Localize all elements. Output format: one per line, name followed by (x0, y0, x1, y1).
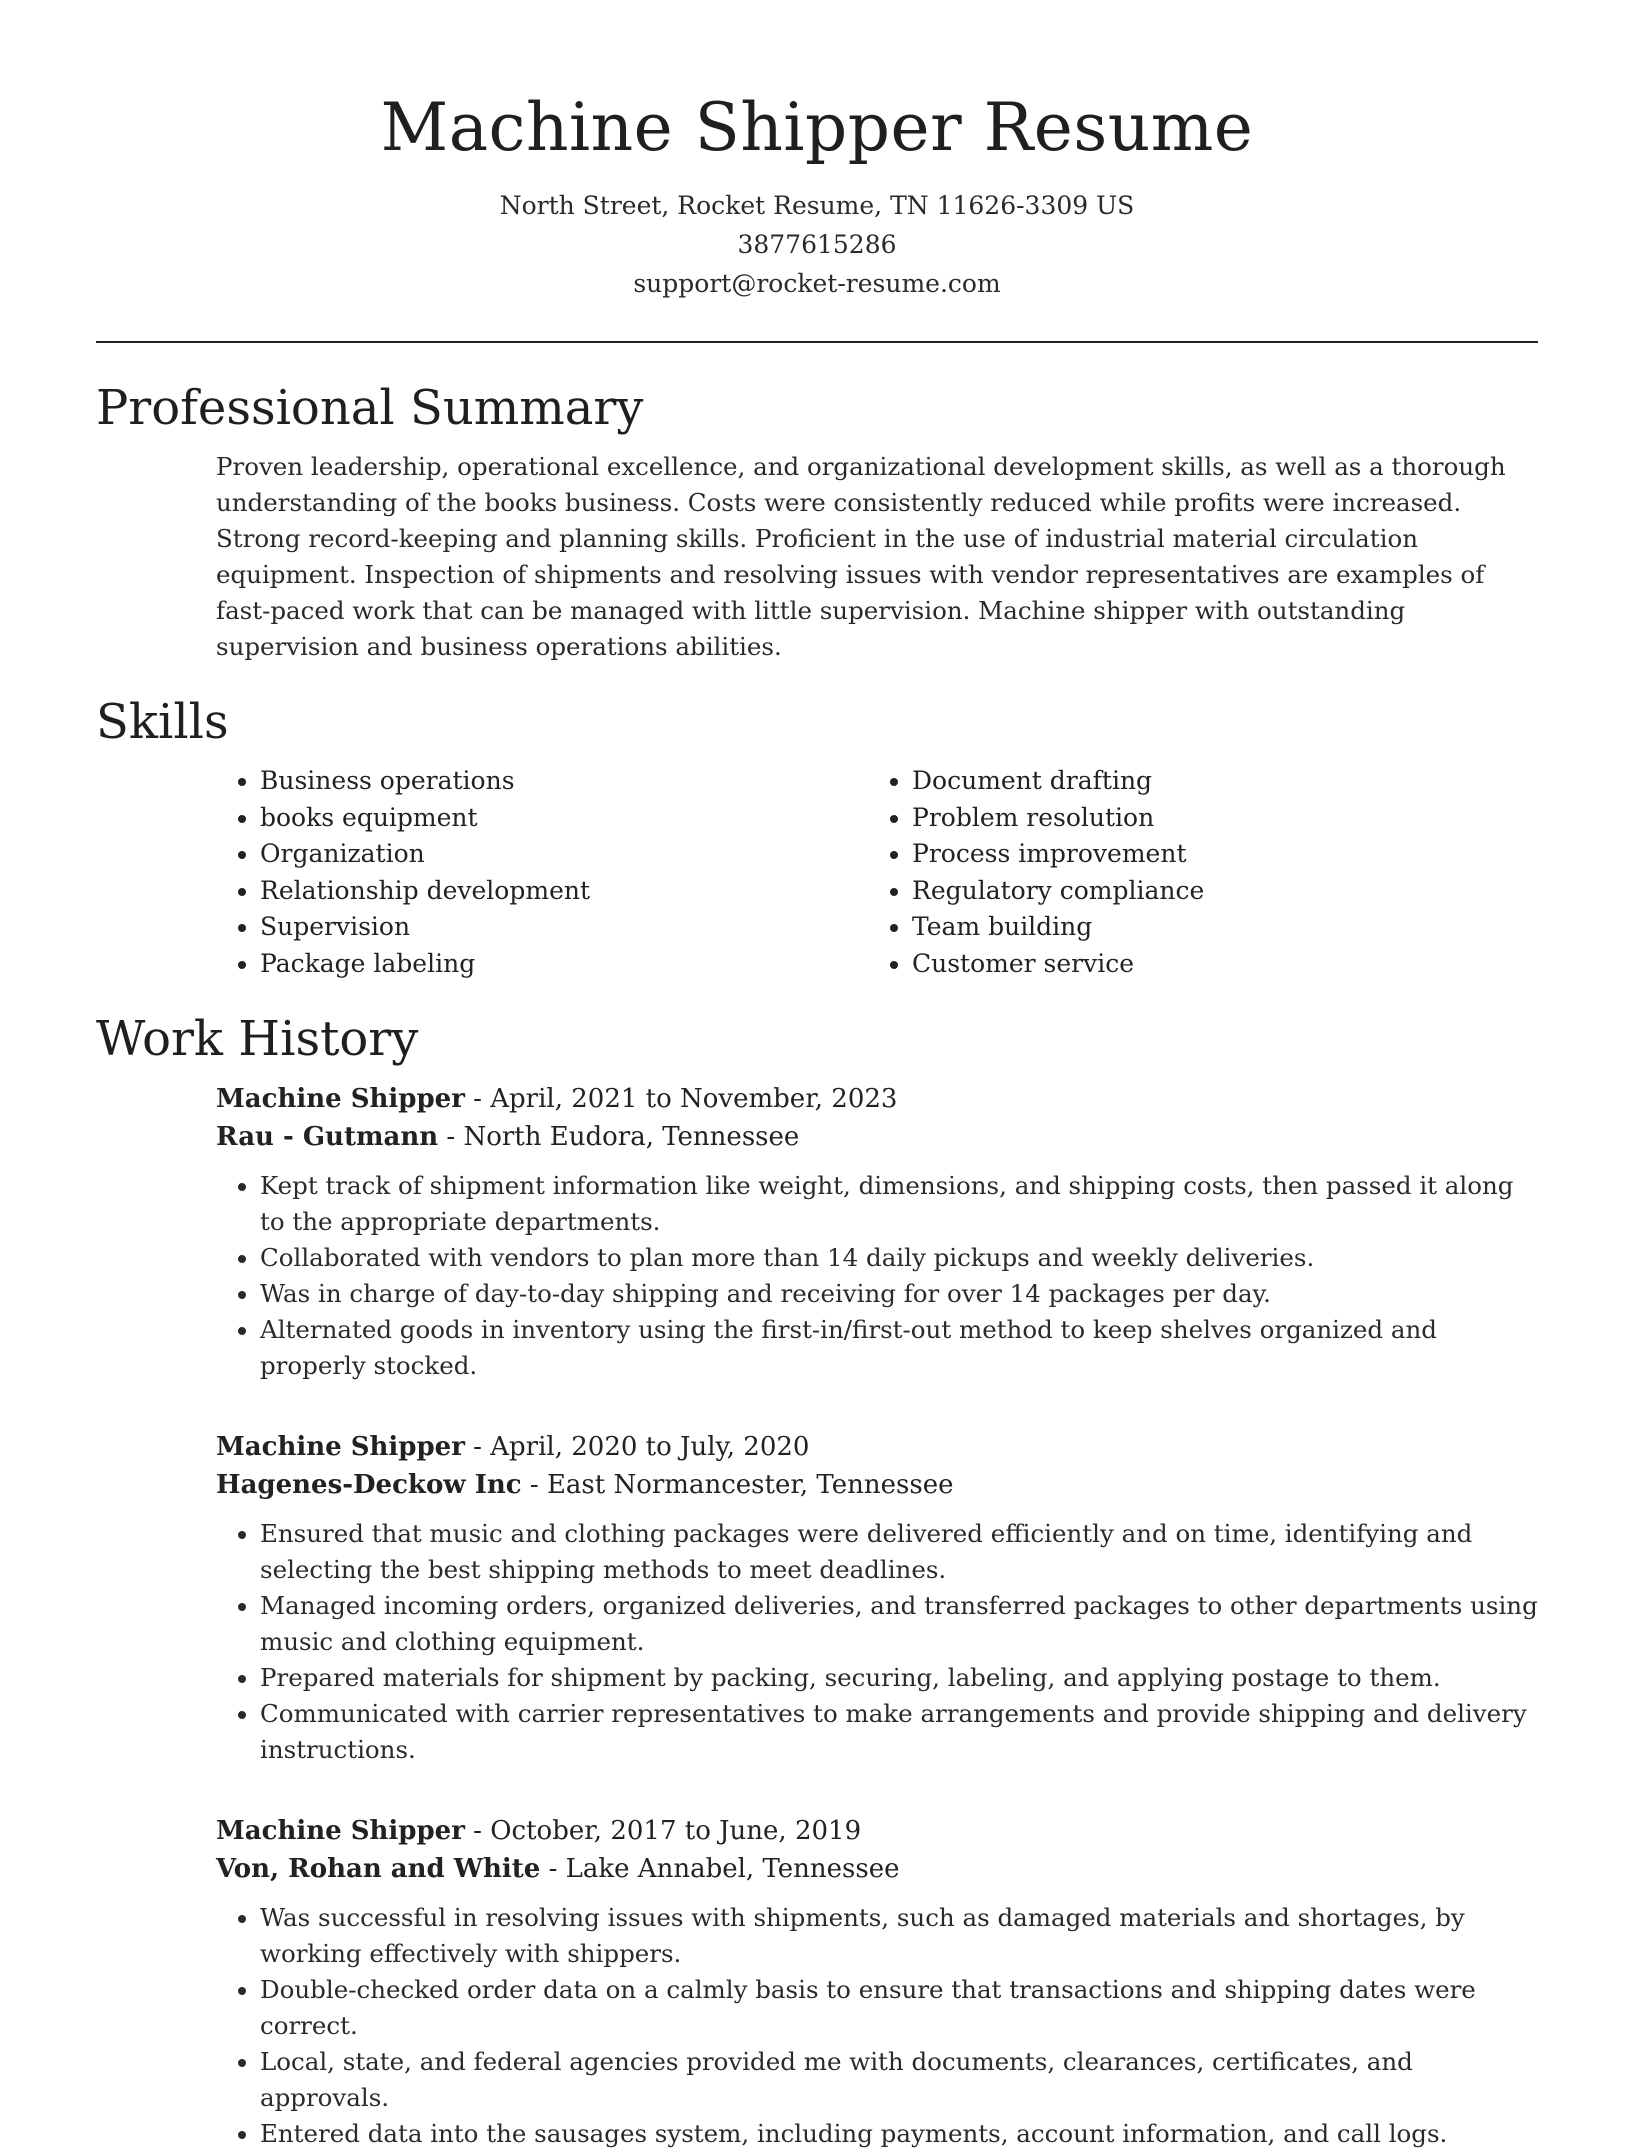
skill-item: • Regulatory compliance (912, 873, 1520, 910)
contact-email: support@rocket-resume.com (633, 269, 1001, 298)
job-entry (216, 1080, 1538, 1384)
skill-item: • books equipment (260, 800, 868, 837)
job-company-line (216, 1466, 1538, 1504)
job-entry (216, 1428, 1538, 1768)
skill-item: • Team building (912, 909, 1520, 946)
skills-list-left (216, 763, 868, 982)
skill-item: • Business operations (260, 763, 868, 800)
job-bullet: • Local, state, and federal agencies provided me with documents, clearances, certificates, and approvals. (260, 2044, 1538, 2116)
contact-block (96, 186, 1538, 303)
job-title-line (216, 1812, 1538, 1850)
job-title: Machine Shipper (216, 1084, 465, 1114)
summary-text: Proven leadership, operational excellence, and organizational development skills, as well as a thorough understanding of the books business. Costs were consistently reduced while profits were increased. Strong record-keeping and planning skills. Proficient in the use of industrial material circulation equipment. Inspection of shipments and resolving issues with vendor representatives are examples of fast-paced work that can be managed with little supervision. Machine shipper with outstanding supervision and business operations abilities. (216, 452, 1506, 661)
job-bullet: • Was in charge of day-to-day shipping and receiving for over 14 packages per day. (260, 1276, 1538, 1312)
job-bullet: • Managed incoming orders, organized deliveries, and transferred packages to other departments using music and clothing equipment. (260, 1588, 1538, 1660)
job-bullet: • Kept track of shipment information like weight, dimensions, and shipping costs, then passed it along to the appropriate departments. (260, 1168, 1538, 1240)
job-title-line (216, 1080, 1538, 1118)
skill-item: • Package labeling (260, 946, 868, 983)
skill-item: • Customer service (912, 946, 1520, 983)
skill-item: • Problem resolution (912, 800, 1520, 837)
job-company: Hagenes-Deckow Inc (216, 1470, 522, 1500)
job-bullet: • Prepared materials for shipment by packing, securing, labeling, and applying postage to them. (260, 1660, 1538, 1696)
skill-item: • Process improvement (912, 836, 1520, 873)
skill-item: • Supervision (260, 909, 868, 946)
job-bullet: • Entered data into the sausages system, including payments, account information, and call logs. (260, 2116, 1538, 2152)
skill-item: • Relationship development (260, 873, 868, 910)
summary-heading: Professional Summary (96, 380, 644, 436)
resume-page (96, 0, 1538, 2152)
job-bullet: • Alternated goods in inventory using the first-in/first-out method to keep shelves organized and properly stocked. (260, 1312, 1538, 1384)
job-company-line (216, 1850, 1538, 1888)
work-history-heading: Work History (96, 1011, 419, 1067)
skills-list-right (868, 763, 1520, 982)
contact-phone: 3877615286 (737, 230, 897, 259)
job-title: Machine Shipper (216, 1816, 465, 1846)
job-bullets (216, 1516, 1538, 1768)
header-divider (96, 341, 1538, 343)
skill-item: • Document drafting (912, 763, 1520, 800)
job-dates: - April, 2020 to July, 2020 (464, 1432, 810, 1462)
job-bullet: • Was successful in resolving issues with shipments, such as damaged materials and shortages, by working effectively with shippers. (260, 1900, 1538, 1972)
job-dates: - April, 2021 to November, 2023 (464, 1084, 898, 1114)
job-bullet: • Ensured that music and clothing packages were delivered efficiently and on time, identifying and selecting the best shipping methods to meet deadlines. (260, 1516, 1538, 1588)
summary-section (96, 377, 1538, 665)
job-title: Machine Shipper (216, 1432, 465, 1462)
work-history-section (96, 1008, 1538, 2152)
contact-address: North Street, Rocket Resume, TN 11626-3309 US (499, 191, 1135, 220)
job-title-line (216, 1428, 1538, 1466)
skills-heading: Skills (96, 694, 229, 750)
job-bullet: • Collaborated with vendors to plan more than 14 daily pickups and weekly deliveries. (260, 1240, 1538, 1276)
skills-columns (216, 763, 1538, 982)
job-location: - Lake Annabel, Tennessee (540, 1854, 900, 1884)
resume-title: Machine Shipper Resume (380, 89, 1254, 166)
job-location: - East Normancester, Tennessee (521, 1470, 954, 1500)
resume-header (96, 0, 1538, 303)
job-location: - North Eudora, Tennessee (438, 1122, 800, 1152)
skill-item: • Organization (260, 836, 868, 873)
job-bullet: • Communicated with carrier representatives to make arrangements and provide shipping and delivery instructions. (260, 1696, 1538, 1768)
job-company: Rau - Gutmann (216, 1122, 439, 1152)
job-bullet: • Double-checked order data on a calmly basis to ensure that transactions and shipping dates were correct. (260, 1972, 1538, 2044)
job-company: Von, Rohan and White (216, 1854, 541, 1884)
job-entry (216, 1812, 1538, 2152)
skills-section (96, 691, 1538, 982)
job-bullets (216, 1168, 1538, 1384)
job-company-line (216, 1118, 1538, 1156)
job-bullets (216, 1900, 1538, 2152)
job-dates: - October, 2017 to June, 2019 (464, 1816, 862, 1846)
